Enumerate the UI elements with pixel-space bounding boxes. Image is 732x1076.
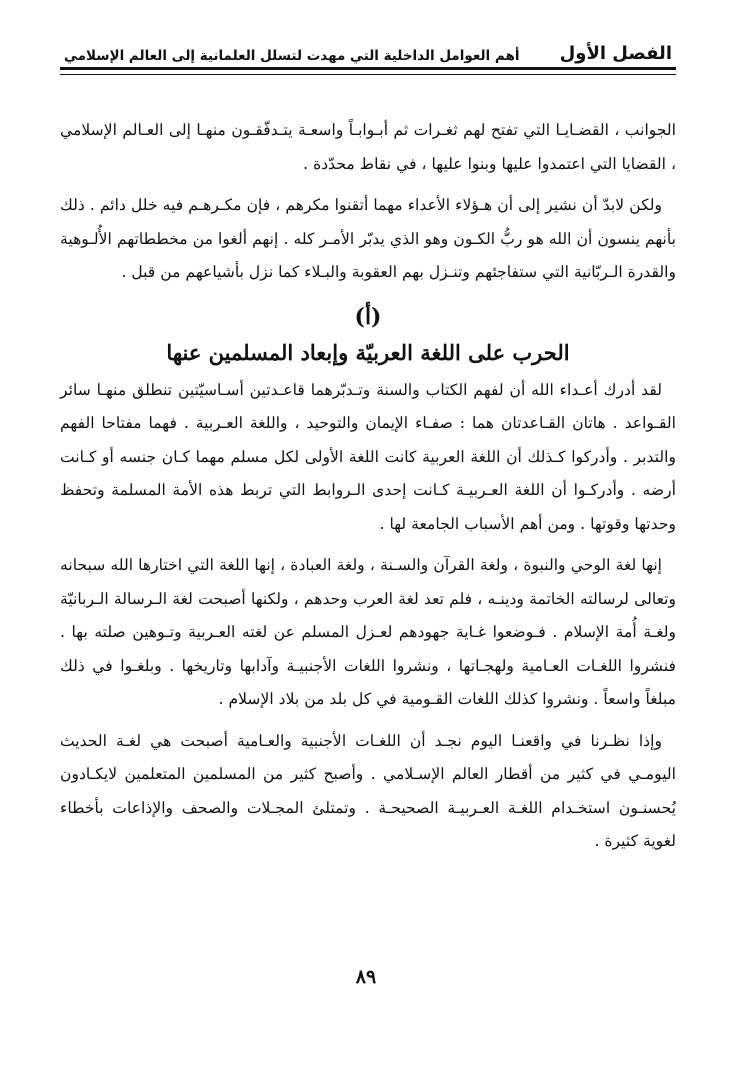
section-heading: الحرب على اللغة العربيّة وإبعاد المسلمين عنها: [166, 339, 570, 365]
paragraph: الجوانب ، القضـايـا التي تفتح لهم ثغـرات ثم أبـوابـاً واسعـة يتـدفّقـون منهـا إلى العـالم الإسلامي ، القضايا التي اعتمدوا عليها وبنوا عليها ، في نقاط محدّدة .: [60, 121, 676, 173]
running-header: [60, 36, 676, 70]
book-page: [60, 36, 676, 1056]
paragraph: ولكن لابدّ أن نشير إلى أن هـؤلاء الأعداء مهما أتقنوا مكرهم ، فإن مكـرهـم فيه خلل دائم . ذلك بأنهم ينسون أن الله هو ربُّ الكـون وهو الذي يدبّر الأمـر كله . إنهم ألغوا من مخططاتهم الأُلـوهية والقدرة الـربّانية التي ستفاجئهم وتنـزل بهم العقوبة والبـلاء كما نزل بأشياعهم من قبل .: [60, 196, 676, 281]
paragraph: لقد أدرك أعـداء الله أن لفهم الكتاب والسنة وتـدبّرهما قاعـدتين أسـاسيّتين تنطلق منهـا سائر القـواعد . هاتان القـاعدتان هما : صفـاء الإيمان والتوحيد ، واللغة العـربية . فهما مفتاحا الفهم والتدبر . وأدركوا كـذلك أن اللغة العربية كانت اللغة الأولى لكل مسلم مهما كـان جنسه أو كـانت أرضه . وأدركـوا أن اللغة العـربيـة كـانت إحدى الـروابط التي تربط هذه الأمة المسلمة وتحفظ وحدتها وقوتها . ومن أهم الأسباب الجامعة لها .: [60, 380, 676, 533]
page-number: ٨٩: [355, 966, 377, 988]
chapter-label: الفصل الأول: [559, 43, 672, 64]
paragraph: إنها لغة الوحي والنبوة ، ولغة القرآن والسـنة ، ولغة العبادة ، إنها اللغة التي اختارها الله سبحانه وتعالى لرسالته الخاتمة ودينـه ، فلم تعد لغة العرب وحدهم ، ولكنها أصبحت لغة الـرسالة الـربانيّة ولغـة أُمة الإسلام . فـوضعوا غـاية جهودهم لعـزل المسلم عن لغته العـربية وتـوهين صلته بها . فنشروا اللغـات العـامية ولهجـاتها ، ونشروا اللغات الأجنبيـة وآدابها وتاريخها . وبلغـوا في ذلك مبلغاً واسعاً . ونشروا كذلك اللغات القـومية في كل بلد من بلاد الإسلام .: [60, 556, 677, 708]
section-marker: (أ): [354, 303, 382, 330]
paragraph: وإذا نظـرنا في واقعنـا اليوم نجـد أن اللغـات الأجنبية والعـامية أصبحت هي لغـة الحديث اليومـي في كثير من أقطار العالم الإسـلامي . وأصبح كثير من المسلمين المتعلمين لايكـادون يُحسنـون استخـدام اللغـة العـربيـة الصحيحـة . وتمتلئ المجـلات والصحف والإذاعات بأخطاء لغوية كثيرة .: [60, 731, 676, 850]
page-body: [60, 114, 676, 859]
book-title: أهم العوامل الداخلية التي مهدت لتسلل العلمانية إلى العالم الإسلامي: [64, 47, 520, 64]
